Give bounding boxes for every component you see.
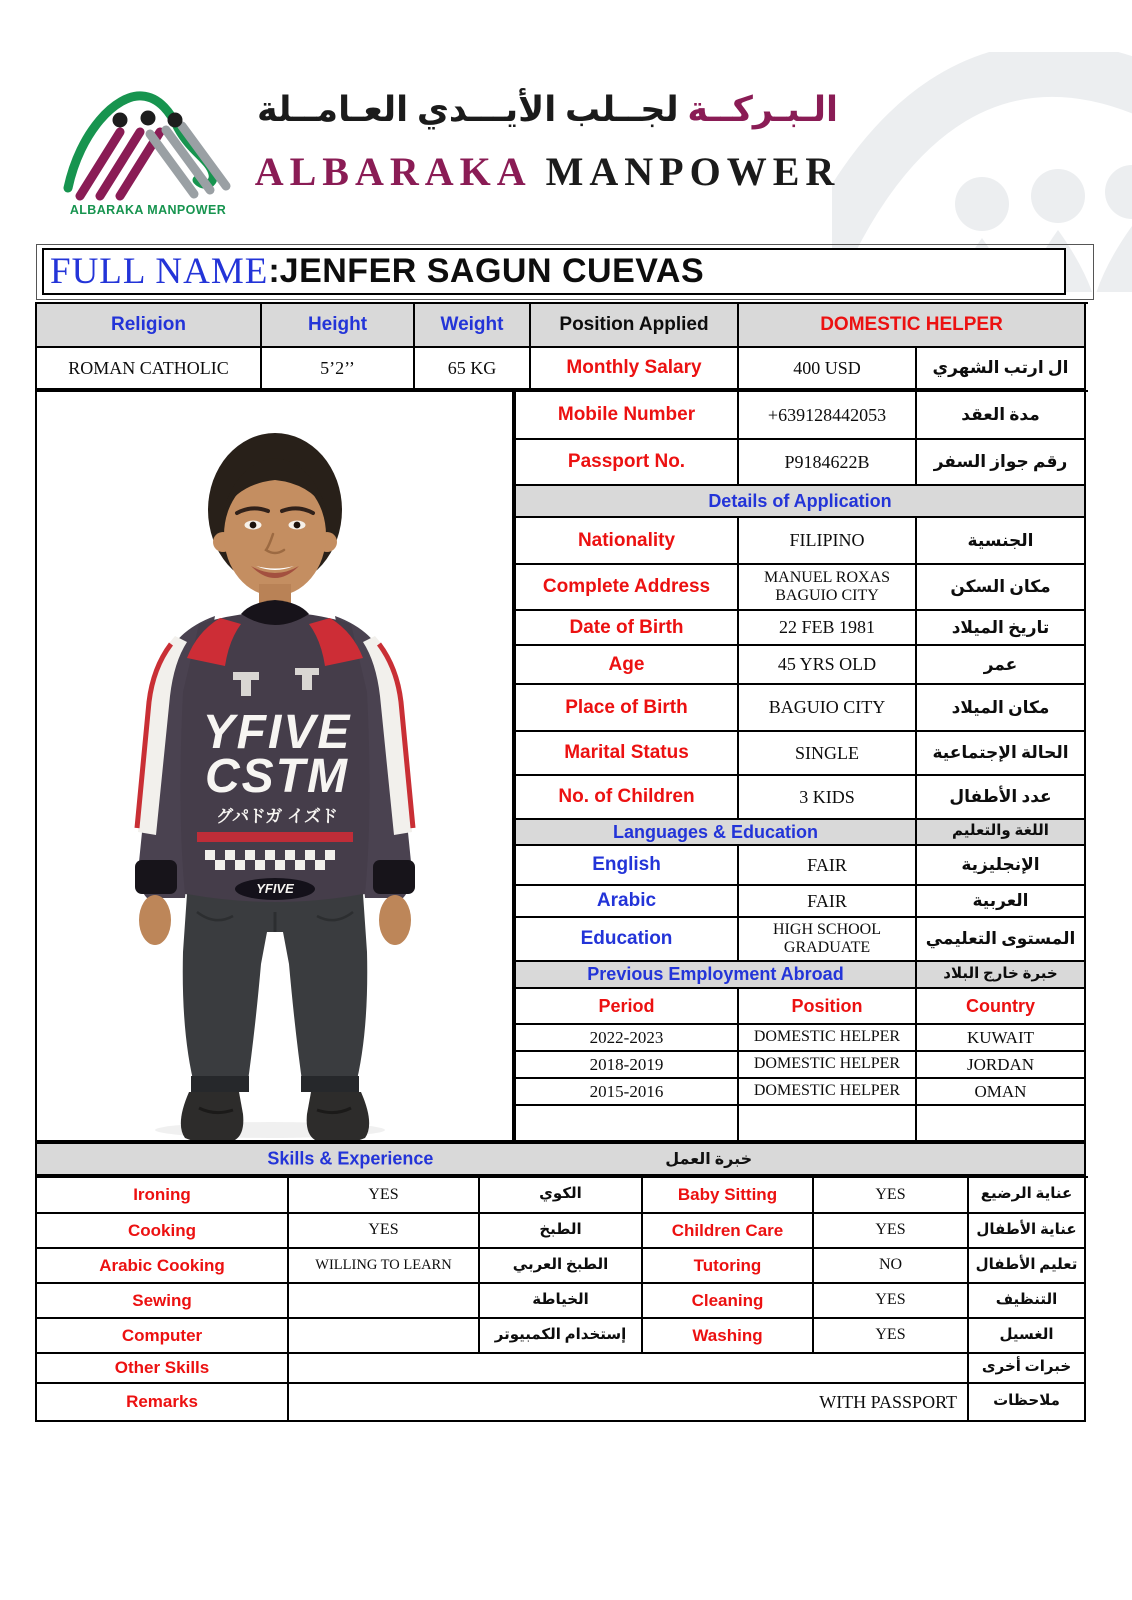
logo-caption: ALBARAKA MANPOWER xyxy=(69,203,227,217)
baby-sitting-value: YES xyxy=(814,1178,969,1214)
no-of-children-value: 3 KIDS xyxy=(739,776,917,820)
english-arabic: الإنجليزية xyxy=(917,846,1086,886)
education-value: HIGH SCHOOL GRADUATE xyxy=(739,918,917,962)
employment-row-position: DOMESTIC HELPER xyxy=(739,1052,917,1079)
full-name-value: JENFER SAGUN CUEVAS xyxy=(279,252,705,290)
washing-value: YES xyxy=(814,1319,969,1354)
date-of-birth-value: 22 FEB 1981 xyxy=(739,611,917,646)
employment-empty-period xyxy=(516,1106,739,1142)
employment-row-country: OMAN xyxy=(917,1079,1086,1106)
position-applied-header: Position Applied xyxy=(531,304,739,348)
arabic-cooking-value: WILLING TO LEARN xyxy=(289,1249,480,1284)
details-of-application-header: Details of Application xyxy=(516,486,1086,518)
languages-education-header-arabic: اللغة والتعليم xyxy=(917,820,1086,846)
cooking-arabic: الطبخ xyxy=(480,1214,643,1249)
mobile-number-arabic: مدة العقد xyxy=(917,392,1086,440)
sewing-arabic: الخياطة xyxy=(480,1284,643,1319)
remarks-value: WITH PASSPORT xyxy=(289,1384,969,1422)
remarks-label: Remarks xyxy=(37,1384,289,1422)
date-of-birth-label: Date of Birth xyxy=(516,611,739,646)
skills-table xyxy=(35,1176,1088,1422)
age-value: 45 YRS OLD xyxy=(739,646,917,685)
passport-no-value: P9184622B xyxy=(739,440,917,486)
albaraka-logo-icon xyxy=(58,84,238,206)
applicant-photo-cell xyxy=(35,390,514,1142)
skills-experience-title-arabic: خبرة العمل xyxy=(665,1151,753,1168)
english-value: FAIR xyxy=(739,846,917,886)
applicant-photo xyxy=(37,392,512,1140)
cleaning-value: YES xyxy=(814,1284,969,1319)
religion-header: Religion xyxy=(37,304,262,348)
arabic-cooking-arabic: الطبخ العربي xyxy=(480,1249,643,1284)
other-skills-value xyxy=(289,1354,969,1384)
passport-no-arabic: رقم جواز السفر xyxy=(917,440,1086,486)
sewing-value xyxy=(289,1284,480,1319)
marital-status-value: SINGLE xyxy=(739,732,917,776)
employment-col-period: Period xyxy=(516,989,739,1025)
position-applied-value: DOMESTIC HELPER xyxy=(739,304,1086,348)
employment-row-period: 2022-2023 xyxy=(516,1025,739,1052)
arabic-value: FAIR xyxy=(739,886,917,918)
brand-latin-second: MANPOWER xyxy=(545,149,841,194)
age-label: Age xyxy=(516,646,739,685)
computer-value xyxy=(289,1319,480,1354)
nationality-value: FILIPINO xyxy=(739,518,917,565)
washing-arabic: الغسيل xyxy=(969,1319,1086,1354)
education-arabic: المستوى التعليمي xyxy=(917,918,1086,962)
languages-education-header: Languages & Education xyxy=(516,820,917,846)
nationality-label: Nationality xyxy=(516,518,739,565)
full-name-banner xyxy=(42,248,1066,295)
baby-sitting-arabic: عناية الرضيع xyxy=(969,1178,1086,1214)
employment-row-position: DOMESTIC HELPER xyxy=(739,1025,917,1052)
remarks-arabic: ملاحظات xyxy=(969,1384,1086,1422)
arabic-arabic: العربية xyxy=(917,886,1086,918)
passport-no-label: Passport No. xyxy=(516,440,739,486)
other-skills-arabic: خبرات أخرى xyxy=(969,1354,1086,1384)
monthly-salary-arabic: ال ارتب الشهري xyxy=(917,348,1086,390)
employment-empty-country xyxy=(917,1106,1086,1142)
employment-row-position: DOMESTIC HELPER xyxy=(739,1079,917,1106)
tutoring-value: NO xyxy=(814,1249,969,1284)
tutoring-arabic: تعليم الأطفال xyxy=(969,1249,1086,1284)
education-label: Education xyxy=(516,918,739,962)
height-value: 5’2’’ xyxy=(262,348,415,390)
marital-status-label: Marital Status xyxy=(516,732,739,776)
employment-row-period: 2018-2019 xyxy=(516,1052,739,1079)
employment-empty-position xyxy=(739,1106,917,1142)
religion-value: ROMAN CATHOLIC xyxy=(37,348,262,390)
weight-value: 65 KG xyxy=(415,348,531,390)
full-name-label: FULL NAME xyxy=(50,251,269,292)
employment-row-country: JORDAN xyxy=(917,1052,1086,1079)
employment-row-country: KUWAIT xyxy=(917,1025,1086,1052)
arabic-label: Arabic xyxy=(516,886,739,918)
english-label: English xyxy=(516,846,739,886)
brand-arabic-first-word: الـبـركــة xyxy=(687,90,838,129)
place-of-birth-label: Place of Birth xyxy=(516,685,739,732)
age-arabic: عمر xyxy=(917,646,1086,685)
brand-name-latin xyxy=(250,148,845,195)
jersey-text-line3: グパドガ イズド xyxy=(216,807,338,826)
jersey-text-line4: YFIVE xyxy=(256,881,294,896)
cleaning-label: Cleaning xyxy=(643,1284,814,1319)
employment-col-position: Position xyxy=(739,989,917,1025)
nationality-arabic: الجنسية xyxy=(917,518,1086,565)
brand-latin-first: ALBARAKA xyxy=(254,149,532,194)
place-of-birth-value: BAGUIO CITY xyxy=(739,685,917,732)
jersey-text-line2: CSTM xyxy=(205,750,349,803)
previous-employment-header: Previous Employment Abroad xyxy=(516,962,917,989)
date-of-birth-arabic: تاريخ الميلاد xyxy=(917,611,1086,646)
sewing-label: Sewing xyxy=(37,1284,289,1319)
previous-employment-header-arabic: خبرة خارج البلاد xyxy=(917,962,1086,989)
brand-name-arabic xyxy=(250,90,845,130)
children-care-arabic: عناية الأطفال xyxy=(969,1214,1086,1249)
monthly-salary-label: Monthly Salary xyxy=(531,348,739,390)
complete-address-arabic: مكان السكن xyxy=(917,565,1086,611)
complete-address-value: MANUEL ROXAS BAGUIO CITY xyxy=(739,565,917,611)
height-header: Height xyxy=(262,304,415,348)
no-of-children-arabic: عدد الأطفال xyxy=(917,776,1086,820)
place-of-birth-arabic: مكان الميلاد xyxy=(917,685,1086,732)
computer-arabic: إستخدام الكمبيوتر xyxy=(480,1319,643,1354)
monthly-salary-value: 400 USD xyxy=(739,348,917,390)
mobile-number-value: +639128442053 xyxy=(739,392,917,440)
marital-status-arabic: الحالة الإجتماعية xyxy=(917,732,1086,776)
ironing-label: Ironing xyxy=(37,1178,289,1214)
complete-address-label: Complete Address xyxy=(516,565,739,611)
baby-sitting-label: Baby Sitting xyxy=(643,1178,814,1214)
other-skills-label: Other Skills xyxy=(37,1354,289,1384)
brand-arabic-rest: لجــلب الأيـــدي العـامــلة xyxy=(256,90,679,129)
arabic-cooking-label: Arabic Cooking xyxy=(37,1249,289,1284)
jersey-text-line1: YFIVE xyxy=(202,706,352,759)
skills-experience-header xyxy=(35,1142,1086,1176)
summary-table xyxy=(35,302,1088,390)
mobile-number-label: Mobile Number xyxy=(516,392,739,440)
children-care-value: YES xyxy=(814,1214,969,1249)
cleaning-arabic: التنظيف xyxy=(969,1284,1086,1319)
washing-label: Washing xyxy=(643,1319,814,1354)
full-name-separator: : xyxy=(268,252,280,290)
children-care-label: Children Care xyxy=(643,1214,814,1249)
weight-header: Weight xyxy=(415,304,531,348)
details-table xyxy=(514,390,1088,1142)
cooking-label: Cooking xyxy=(37,1214,289,1249)
ironing-value: YES xyxy=(289,1178,480,1214)
ironing-arabic: الكوي xyxy=(480,1178,643,1214)
tutoring-label: Tutoring xyxy=(643,1249,814,1284)
skills-experience-title: Skills & Experience xyxy=(267,1148,434,1169)
no-of-children-label: No. of Children xyxy=(516,776,739,820)
cooking-value: YES xyxy=(289,1214,480,1249)
employment-row-period: 2015-2016 xyxy=(516,1079,739,1106)
computer-label: Computer xyxy=(37,1319,289,1354)
employment-col-country: Country xyxy=(917,989,1086,1025)
